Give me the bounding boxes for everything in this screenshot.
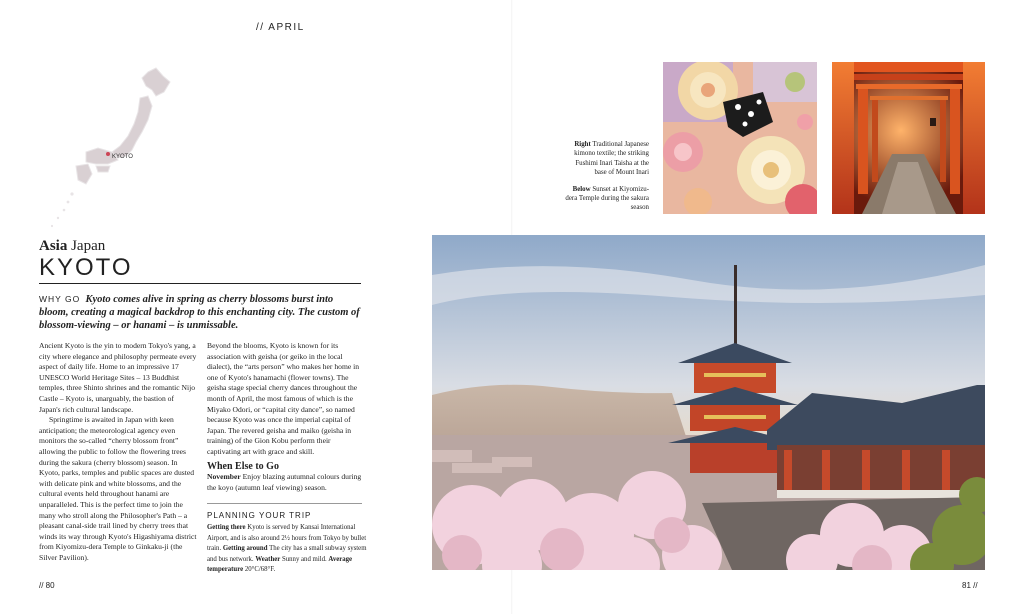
island-chain (51, 192, 74, 227)
kiyomizu-dera-photo (432, 235, 985, 570)
plan-label: Average temperature (207, 555, 353, 574)
when-else-heading: When Else to Go (207, 461, 279, 472)
fushimi-inari-photo (832, 62, 985, 214)
page-number-right: 81 // (962, 581, 978, 590)
month-header: // APRIL (256, 22, 305, 33)
body-paragraph: Beyond the blooms, Kyoto is known for its association with geisha (or geiko in the local dialect), the “arts person” who makes her home in one of Kyoto's hanamachi (flower towns). The geisha stage special cherry dances throughout the month of April, the most famous of which is the Miyako Odori, or “capital city dance”, so named because Kyoto was once the imperial capital of Japan. The revered geisha and maiko (geisha in training) of the Gion Kobu perform their captivating art with grace and skill. (207, 341, 360, 456)
title-rule (39, 283, 361, 284)
caption-text: Sunset at Kiyomizu-dera Temple during the sakura season (565, 185, 649, 212)
country-name: Japan (71, 238, 106, 254)
caption-label: Right (574, 141, 591, 148)
plan-text: The city has a small subway system and bus network. (207, 545, 367, 563)
when-else-month: November (207, 472, 241, 481)
when-else-desc: Enjoy blazing autumnal colours during the koyo (autumn leaf viewing) season. (207, 472, 362, 492)
caption-right (565, 140, 649, 178)
plan-label: Getting there (207, 524, 246, 531)
plan-text: Sunny and mild. (281, 555, 327, 563)
city-title: KYOTO (39, 254, 133, 281)
planning-heading: PLANNING YOUR TRIP (207, 511, 312, 520)
body-column-2 (207, 341, 365, 458)
why-go-text: Kyoto comes alive in spring as cherry blossoms burst into bloom, creating a magical backdrop to this enchanting city. The custom of blossom-viewing – or hanami – is unmissable. (39, 294, 360, 331)
kyoto-marker (106, 152, 110, 156)
caption-text: Traditional Japanese kimono textile; the striking Fushimi Inari Taisha at the base of Mount Inari (574, 141, 649, 177)
why-go (39, 293, 361, 332)
region-name: Asia (39, 238, 68, 254)
japan-map (36, 66, 186, 236)
caption-below (565, 185, 649, 213)
page-number-left: // 80 (39, 581, 55, 590)
photo-captions (565, 140, 649, 220)
plan-text: 20°C/68°F. (244, 566, 276, 574)
caption-label: Below (572, 185, 591, 193)
japan-map-land (76, 68, 170, 184)
planning-rule (207, 503, 362, 504)
body-column-1 (39, 341, 197, 563)
plan-text: Kyoto is served by Kansai International Airport, and is also around 2½ hours from Tokyo by bullet train. (207, 524, 367, 553)
location-heading (39, 238, 105, 255)
body-paragraph: Ancient Kyoto is the yin to modern Tokyo's yang, a city where elegance and philosophy permeate every aspect of daily life. Home to an impressive 17 UNESCO World Heritage Sites – 13 Buddhist temples, three Shinto shrines and the romantic Nijo Castle – Kyoto is, unarguably, the bastion of Japan's rich cultural landscape. (39, 341, 197, 414)
plan-label: Weather (255, 555, 281, 563)
why-go-label: WHY GO (39, 294, 81, 304)
when-else-text (207, 472, 367, 493)
planning-body (207, 523, 367, 576)
plan-label: Getting around (222, 545, 268, 553)
body-paragraph: Springtime is awaited in Japan with keen anticipation; the meteorological agency even monitors the so-called “cherry blossom front” allowing the public to follow the flowering trees during the sakura (cherry blossom) season. In Kyoto, parks, temples and public spaces are dusted with delicate pink and white blossoms, and the cultural events held throughout hanami are unparalleled. This is the perfect time to join the many who stroll along the Philosopher's Path – a pleasant canal-side trail lined by cherry trees that winds its way through Kyoto's Higashiyama district from Kiyomizu-dera Temple to Ginkaku-ji (the Silver Pavilion). (39, 415, 197, 562)
kimono-textile-photo (663, 62, 817, 214)
map-city-label: KYOTO (112, 154, 133, 160)
